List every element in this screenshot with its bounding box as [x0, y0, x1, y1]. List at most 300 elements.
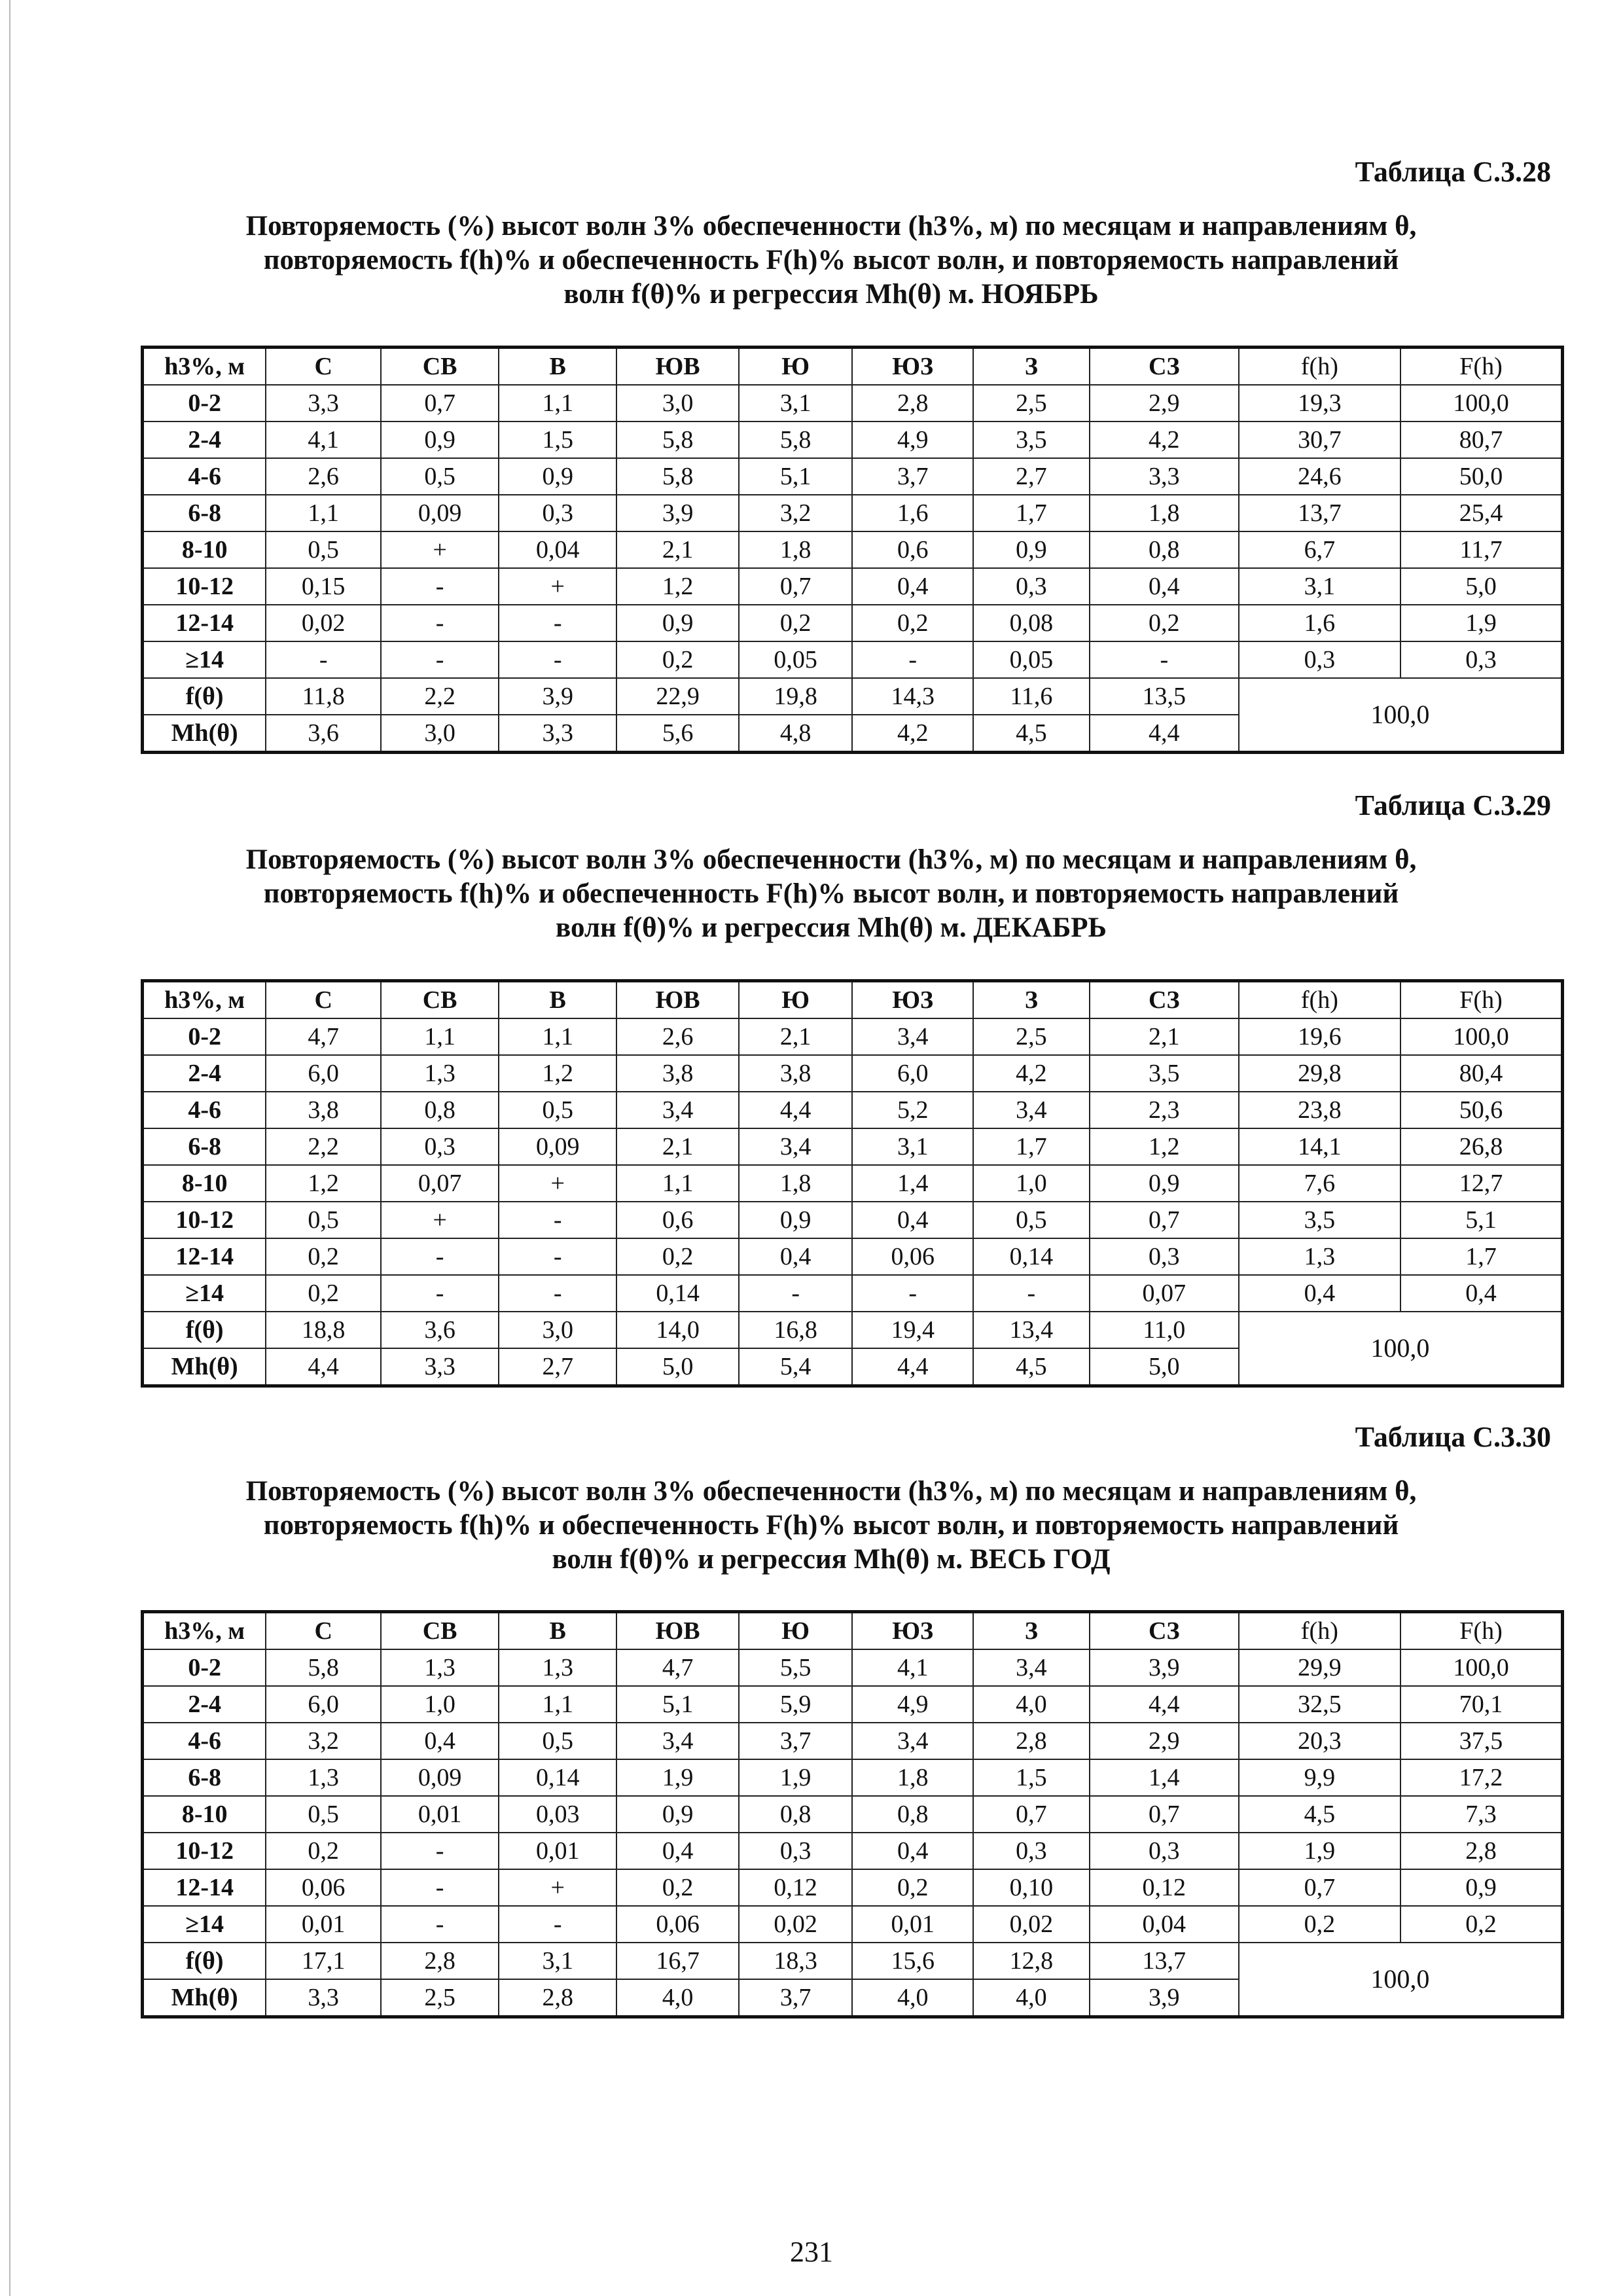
table-header-row: [143, 348, 1563, 386]
table-cell: 0,02: [266, 605, 381, 641]
caption-line: волн f(θ)% и регрессия Mh(θ) м. ДЕКАБРЬ: [556, 912, 1107, 943]
table-cell: 0,6: [616, 1202, 739, 1238]
table-cell: 3,5: [1090, 1055, 1239, 1092]
table-cell: 0,4: [739, 1238, 853, 1275]
table-row: [143, 1018, 1563, 1055]
table-cell: 2,2: [266, 1128, 381, 1165]
table-cell: 4,8: [739, 715, 853, 753]
table-cell: 2,8: [973, 1723, 1090, 1759]
table-cell: 11,8: [266, 678, 381, 715]
table-row-f-theta: [143, 1312, 1563, 1348]
page-number: 231: [790, 2236, 833, 2268]
table-cell: 4,5: [973, 1348, 1090, 1386]
table-cell: 12,7: [1400, 1165, 1562, 1202]
table-cell: 0,6: [852, 531, 972, 568]
table-cell: 1,6: [852, 495, 972, 531]
table-cell: 0,04: [499, 531, 616, 568]
table-cell: 0,01: [499, 1833, 616, 1869]
row-header-cell: f(θ): [143, 678, 266, 715]
table-cell: 0,10: [973, 1869, 1090, 1906]
table-row: [143, 385, 1563, 422]
table-cell: 4,1: [266, 422, 381, 458]
table-cell: -: [381, 605, 499, 641]
row-header-cell: Mh(θ): [143, 1979, 266, 2017]
table-cell: 100,0: [1400, 1649, 1562, 1686]
table-cell: 3,1: [739, 385, 853, 422]
table-cell: 3,9: [1090, 1649, 1239, 1686]
table-cell: 6,0: [266, 1055, 381, 1092]
table-cell: 19,3: [1239, 385, 1400, 422]
table-cell: 4,5: [973, 715, 1090, 753]
table-cell: 100,0: [1400, 1018, 1562, 1055]
table-cell: 3,4: [616, 1092, 739, 1128]
table-cell: 0,09: [381, 1759, 499, 1796]
header-cell-direction: Ю: [739, 348, 853, 386]
table-cell: 13,7: [1239, 495, 1400, 531]
table-cell: 5,2: [852, 1092, 972, 1128]
table-cell: 5,8: [616, 458, 739, 495]
table-cell: 1,4: [852, 1165, 972, 1202]
table-cell: 3,8: [266, 1092, 381, 1128]
table-cell: 19,6: [1239, 1018, 1400, 1055]
header-cell-height: h3%, м: [143, 981, 266, 1019]
table-cell: 0,07: [381, 1165, 499, 1202]
table-cell: 0,2: [1090, 605, 1239, 641]
table-cell: 3,7: [739, 1979, 853, 2017]
table-cell: 0,4: [616, 1833, 739, 1869]
row-header-cell: 10-12: [143, 1833, 266, 1869]
row-header-cell: ≥14: [143, 641, 266, 678]
table-cell: 0,8: [381, 1092, 499, 1128]
table-cell: 23,8: [1239, 1092, 1400, 1128]
table-cell: 0,4: [852, 568, 972, 605]
table-cell: 0,9: [739, 1202, 853, 1238]
table-cell: 0,01: [852, 1906, 972, 1943]
table-row: [143, 1128, 1563, 1165]
table-cell: 0,2: [1400, 1906, 1562, 1943]
row-header-cell: 0-2: [143, 1018, 266, 1055]
table-cell: 24,6: [1239, 458, 1400, 495]
row-header-cell: 4-6: [143, 1092, 266, 1128]
row-header-cell: 6-8: [143, 1128, 266, 1165]
table-cell: 1,0: [381, 1686, 499, 1723]
table-cell: -: [499, 1202, 616, 1238]
table-cell: 0,3: [739, 1833, 853, 1869]
table-cell: 0,5: [266, 1202, 381, 1238]
table-row: [143, 1906, 1563, 1943]
total-cell: 100,0: [1239, 678, 1563, 753]
table-cell: 3,1: [1239, 568, 1400, 605]
row-header-cell: 2-4: [143, 1686, 266, 1723]
table-cell: 1,1: [381, 1018, 499, 1055]
table-cell: 1,5: [973, 1759, 1090, 1796]
table-cell: 0,2: [266, 1833, 381, 1869]
table-cell: 0,04: [1090, 1906, 1239, 1943]
row-header-cell: 12-14: [143, 1869, 266, 1906]
header-cell-direction: ЮЗ: [852, 1612, 972, 1650]
row-header-cell: 10-12: [143, 568, 266, 605]
table-cell: 29,8: [1239, 1055, 1400, 1092]
row-header-cell: 10-12: [143, 1202, 266, 1238]
table-cell: 0,2: [266, 1238, 381, 1275]
table-cell: -: [852, 1275, 972, 1312]
table-cell: 11,7: [1400, 531, 1562, 568]
table-cell: 1,3: [266, 1759, 381, 1796]
table-cell: 80,4: [1400, 1055, 1562, 1092]
table-cell: 4,4: [266, 1348, 381, 1386]
row-header-cell: f(θ): [143, 1312, 266, 1348]
table-cell: 2,2: [381, 678, 499, 715]
table-cell: 1,2: [1090, 1128, 1239, 1165]
row-header-cell: f(θ): [143, 1943, 266, 1979]
table-cell: 9,9: [1239, 1759, 1400, 1796]
table-cell: 1,8: [852, 1759, 972, 1796]
table-cell: 14,1: [1239, 1128, 1400, 1165]
table-row: [143, 1275, 1563, 1312]
table-cell: 0,9: [616, 1796, 739, 1833]
table-cell: 1,5: [499, 422, 616, 458]
row-header-cell: ≥14: [143, 1275, 266, 1312]
table-cell: 0,3: [973, 568, 1090, 605]
caption-line: волн f(θ)% и регрессия Mh(θ) м. НОЯБРЬ: [563, 279, 1099, 310]
table-cell: -: [499, 641, 616, 678]
table-cell: -: [381, 1906, 499, 1943]
table-cell: 6,0: [852, 1055, 972, 1092]
table-cell: 0,05: [739, 641, 853, 678]
table-row: [143, 605, 1563, 641]
table-cell: 4,4: [1090, 715, 1239, 753]
table-cell: 14,3: [852, 678, 972, 715]
table-cell: 0,12: [1090, 1869, 1239, 1906]
table-cell: 30,7: [1239, 422, 1400, 458]
table-cell: 19,4: [852, 1312, 972, 1348]
table-cell: -: [852, 641, 972, 678]
table-row: [143, 1238, 1563, 1275]
table-cell: 0,4: [852, 1202, 972, 1238]
table-cell: 12,8: [973, 1943, 1090, 1979]
table-cell: 1,9: [1400, 605, 1562, 641]
table-cell: 4,2: [852, 715, 972, 753]
table-cell: 100,0: [1400, 385, 1562, 422]
table-cell: 0,5: [973, 1202, 1090, 1238]
table-row: [143, 1759, 1563, 1796]
row-header-cell: Mh(θ): [143, 715, 266, 753]
table-cell: 0,4: [381, 1723, 499, 1759]
table-cell: 0,7: [1090, 1796, 1239, 1833]
table-cell: -: [973, 1275, 1090, 1312]
table-cell: 14,0: [616, 1312, 739, 1348]
table-cell: -: [381, 1238, 499, 1275]
table-cell: 0,02: [973, 1906, 1090, 1943]
row-header-cell: 2-4: [143, 422, 266, 458]
row-header-cell: 6-8: [143, 495, 266, 531]
table-cell: 3,5: [1239, 1202, 1400, 1238]
table-cell: 4,7: [266, 1018, 381, 1055]
header-cell-Fh: F(h): [1400, 981, 1562, 1019]
table-cell: 18,3: [739, 1943, 853, 1979]
table-cell: 1,3: [499, 1649, 616, 1686]
table-cell: 7,3: [1400, 1796, 1562, 1833]
table-cell: 26,8: [1400, 1128, 1562, 1165]
table-header-row: [143, 981, 1563, 1019]
table-cell: 32,5: [1239, 1686, 1400, 1723]
table-cell: 4,2: [973, 1055, 1090, 1092]
header-cell-direction: В: [499, 348, 616, 386]
table-cell: 3,2: [266, 1723, 381, 1759]
table-cell: 2,8: [499, 1979, 616, 2017]
table-cell: 0,2: [616, 1238, 739, 1275]
table-cell: 3,8: [616, 1055, 739, 1092]
table-cell: 15,6: [852, 1943, 972, 1979]
table-row: [143, 1092, 1563, 1128]
table-cell: -: [381, 641, 499, 678]
table-cell: 0,2: [616, 641, 739, 678]
table-cell: 3,3: [266, 385, 381, 422]
table-cell: 16,8: [739, 1312, 853, 1348]
header-cell-direction: З: [973, 981, 1090, 1019]
table-cell: 0,3: [1400, 641, 1562, 678]
table-cell: 3,6: [266, 715, 381, 753]
table-cell: 70,1: [1400, 1686, 1562, 1723]
table-cell: 0,3: [381, 1128, 499, 1165]
table-cell: 2,6: [616, 1018, 739, 1055]
table-cell: 0,01: [381, 1796, 499, 1833]
table-cell: 4,1: [852, 1649, 972, 1686]
table-cell: 0,9: [381, 422, 499, 458]
table-cell: 13,5: [1090, 678, 1239, 715]
table-cell: 0,2: [266, 1275, 381, 1312]
header-cell-height: h3%, м: [143, 1612, 266, 1650]
header-cell-direction: СВ: [381, 1612, 499, 1650]
header-cell-direction: ЮВ: [616, 981, 739, 1019]
table-cell: -: [266, 641, 381, 678]
table-cell: 0,4: [1239, 1275, 1400, 1312]
table-cell: 1,1: [499, 1018, 616, 1055]
header-cell-direction: Ю: [739, 1612, 853, 1650]
table-cell: 0,9: [973, 531, 1090, 568]
table-cell: 4,2: [1090, 422, 1239, 458]
scan-margin-line: [9, 0, 10, 2296]
table-cell: 2,8: [852, 385, 972, 422]
table-cell: 0,09: [499, 1128, 616, 1165]
table-cell: 1,4: [1090, 1759, 1239, 1796]
table-cell: 3,8: [739, 1055, 853, 1092]
table-cell: 7,6: [1239, 1165, 1400, 1202]
table-cell: 2,6: [266, 458, 381, 495]
table-cell: 1,8: [1090, 495, 1239, 531]
table-cell: 0,03: [499, 1796, 616, 1833]
table-cell: 16,7: [616, 1943, 739, 1979]
table-row: [143, 1202, 1563, 1238]
table-cell: 4,7: [616, 1649, 739, 1686]
table-cell: 0,9: [499, 458, 616, 495]
table-cell: 3,0: [381, 715, 499, 753]
table-cell: 1,6: [1239, 605, 1400, 641]
table-cell: 5,6: [616, 715, 739, 753]
table-cell: 17,1: [266, 1943, 381, 1979]
table-cell: 0,14: [616, 1275, 739, 1312]
table-cell: -: [499, 1275, 616, 1312]
table-cell: 4,4: [852, 1348, 972, 1386]
table-cell: 0,9: [1090, 1165, 1239, 1202]
header-cell-height: h3%, м: [143, 348, 266, 386]
table-cell: +: [381, 531, 499, 568]
table-cell: 3,4: [852, 1723, 972, 1759]
table-cell: -: [499, 1238, 616, 1275]
table-cell: 0,7: [1090, 1202, 1239, 1238]
table-cell: 0,5: [381, 458, 499, 495]
table-cell: 1,1: [616, 1165, 739, 1202]
table-cell: 1,2: [266, 1165, 381, 1202]
table-cell: 0,5: [499, 1723, 616, 1759]
table-cell: 1,7: [1400, 1238, 1562, 1275]
table-cell: 5,8: [266, 1649, 381, 1686]
table-row: [143, 1833, 1563, 1869]
row-header-cell: 4-6: [143, 1723, 266, 1759]
table-cell: 20,3: [1239, 1723, 1400, 1759]
table-cell: 1,8: [739, 1165, 853, 1202]
table-cell: 50,0: [1400, 458, 1562, 495]
table-cell: 2,5: [381, 1979, 499, 2017]
header-cell-direction: В: [499, 981, 616, 1019]
table-cell: 1,9: [739, 1759, 853, 1796]
table-header-row: [143, 1612, 1563, 1650]
table-cell: 1,3: [381, 1055, 499, 1092]
table-cell: 2,8: [381, 1943, 499, 1979]
table-cell: 2,7: [973, 458, 1090, 495]
header-cell-Fh: F(h): [1400, 348, 1562, 386]
caption-line: Повторяемость (%) высот волн 3% обеспеченности (h3%, м) по месяцам и направлениям θ,: [245, 211, 1417, 242]
table-cell: 13,4: [973, 1312, 1090, 1348]
table-cell: 3,4: [973, 1092, 1090, 1128]
table-cell: -: [381, 1833, 499, 1869]
header-cell-direction: СВ: [381, 348, 499, 386]
table-cell: 0,5: [266, 1796, 381, 1833]
table-cell: 0,8: [852, 1796, 972, 1833]
table-cell: 1,8: [739, 531, 853, 568]
table-row: [143, 1869, 1563, 1906]
table-cell: 0,06: [266, 1869, 381, 1906]
table-cell: 6,0: [266, 1686, 381, 1723]
table-cell: 2,9: [1090, 1723, 1239, 1759]
table-cell: 0,7: [381, 385, 499, 422]
table-cell: 4,9: [852, 422, 972, 458]
table-cell: 5,4: [739, 1348, 853, 1386]
wave-height-table: [141, 346, 1564, 754]
table-cell: 3,4: [739, 1128, 853, 1165]
header-cell-direction: В: [499, 1612, 616, 1650]
table-row: [143, 641, 1563, 678]
table-cell: 3,9: [1090, 1979, 1239, 2017]
row-header-cell: 8-10: [143, 531, 266, 568]
table-row: [143, 1723, 1563, 1759]
header-cell-direction: СЗ: [1090, 981, 1239, 1019]
table-cell: 1,2: [616, 568, 739, 605]
header-cell-direction: С: [266, 348, 381, 386]
table-row: [143, 495, 1563, 531]
table-cell: 29,9: [1239, 1649, 1400, 1686]
row-header-cell: 12-14: [143, 605, 266, 641]
table-cell: 0,07: [1090, 1275, 1239, 1312]
table-caption: [105, 209, 1558, 312]
table-cell: 4,5: [1239, 1796, 1400, 1833]
header-cell-direction: З: [973, 1612, 1090, 1650]
table-cell: 1,1: [266, 495, 381, 531]
table-cell: 3,4: [852, 1018, 972, 1055]
table-cell: 37,5: [1400, 1723, 1562, 1759]
table-cell: +: [499, 1165, 616, 1202]
table-cell: 0,2: [852, 1869, 972, 1906]
table-cell: 0,14: [973, 1238, 1090, 1275]
total-cell: 100,0: [1239, 1943, 1563, 2017]
table-row: [143, 1165, 1563, 1202]
header-cell-direction: ЮЗ: [852, 348, 972, 386]
caption-line: повторяемость f(h)% и обеспеченность F(h)% высот волн, и повторяемость направлений: [263, 245, 1399, 276]
table-row-f-theta: [143, 678, 1563, 715]
table-cell: 0,8: [1090, 531, 1239, 568]
table-row: [143, 422, 1563, 458]
table-cell: 1,2: [499, 1055, 616, 1092]
table-cell: -: [381, 1869, 499, 1906]
table-cell: 0,15: [266, 568, 381, 605]
table-cell: -: [1090, 641, 1239, 678]
table-row: [143, 1055, 1563, 1092]
table-cell: +: [499, 1869, 616, 1906]
table-cell: 5,8: [616, 422, 739, 458]
header-cell-Fh: F(h): [1400, 1612, 1562, 1650]
table-cell: 5,9: [739, 1686, 853, 1723]
header-cell-fh: f(h): [1239, 348, 1400, 386]
table-cell: 0,06: [852, 1238, 972, 1275]
row-header-cell: 0-2: [143, 385, 266, 422]
table-cell: 5,1: [1400, 1202, 1562, 1238]
table-cell: 0,3: [1090, 1833, 1239, 1869]
table-cell: 4,0: [852, 1979, 972, 2017]
table-cell: +: [381, 1202, 499, 1238]
table-cell: 18,8: [266, 1312, 381, 1348]
table-cell: 1,0: [973, 1165, 1090, 1202]
table-cell: 0,7: [1239, 1869, 1400, 1906]
table-cell: 6,7: [1239, 531, 1400, 568]
table-label: Таблица С.3.28: [1355, 156, 1551, 188]
table-cell: 0,2: [616, 1869, 739, 1906]
table-cell: 0,4: [852, 1833, 972, 1869]
row-header-cell: 0-2: [143, 1649, 266, 1686]
table-cell: 1,3: [1239, 1238, 1400, 1275]
table-cell: 3,3: [381, 1348, 499, 1386]
table-cell: 0,01: [266, 1906, 381, 1943]
table-cell: 22,9: [616, 678, 739, 715]
table-cell: 3,4: [973, 1649, 1090, 1686]
table-cell: 2,5: [973, 1018, 1090, 1055]
table-cell: 3,0: [616, 385, 739, 422]
table-cell: 2,8: [1400, 1833, 1562, 1869]
total-cell: 100,0: [1239, 1312, 1563, 1386]
header-cell-direction: ЮЗ: [852, 981, 972, 1019]
header-cell-fh: f(h): [1239, 1612, 1400, 1650]
table-row: [143, 1649, 1563, 1686]
table-cell: 3,9: [499, 678, 616, 715]
caption-line: Повторяемость (%) высот волн 3% обеспеченности (h3%, м) по месяцам и направлениям θ,: [245, 1476, 1417, 1507]
row-header-cell: 8-10: [143, 1165, 266, 1202]
table-cell: 4,0: [616, 1979, 739, 2017]
table-cell: 5,1: [616, 1686, 739, 1723]
row-header-cell: 6-8: [143, 1759, 266, 1796]
caption-line: повторяемость f(h)% и обеспеченность F(h)% высот волн, и повторяемость направлений: [263, 1510, 1399, 1541]
table-cell: 1,9: [616, 1759, 739, 1796]
table-cell: 5,8: [739, 422, 853, 458]
header-cell-direction: ЮВ: [616, 348, 739, 386]
